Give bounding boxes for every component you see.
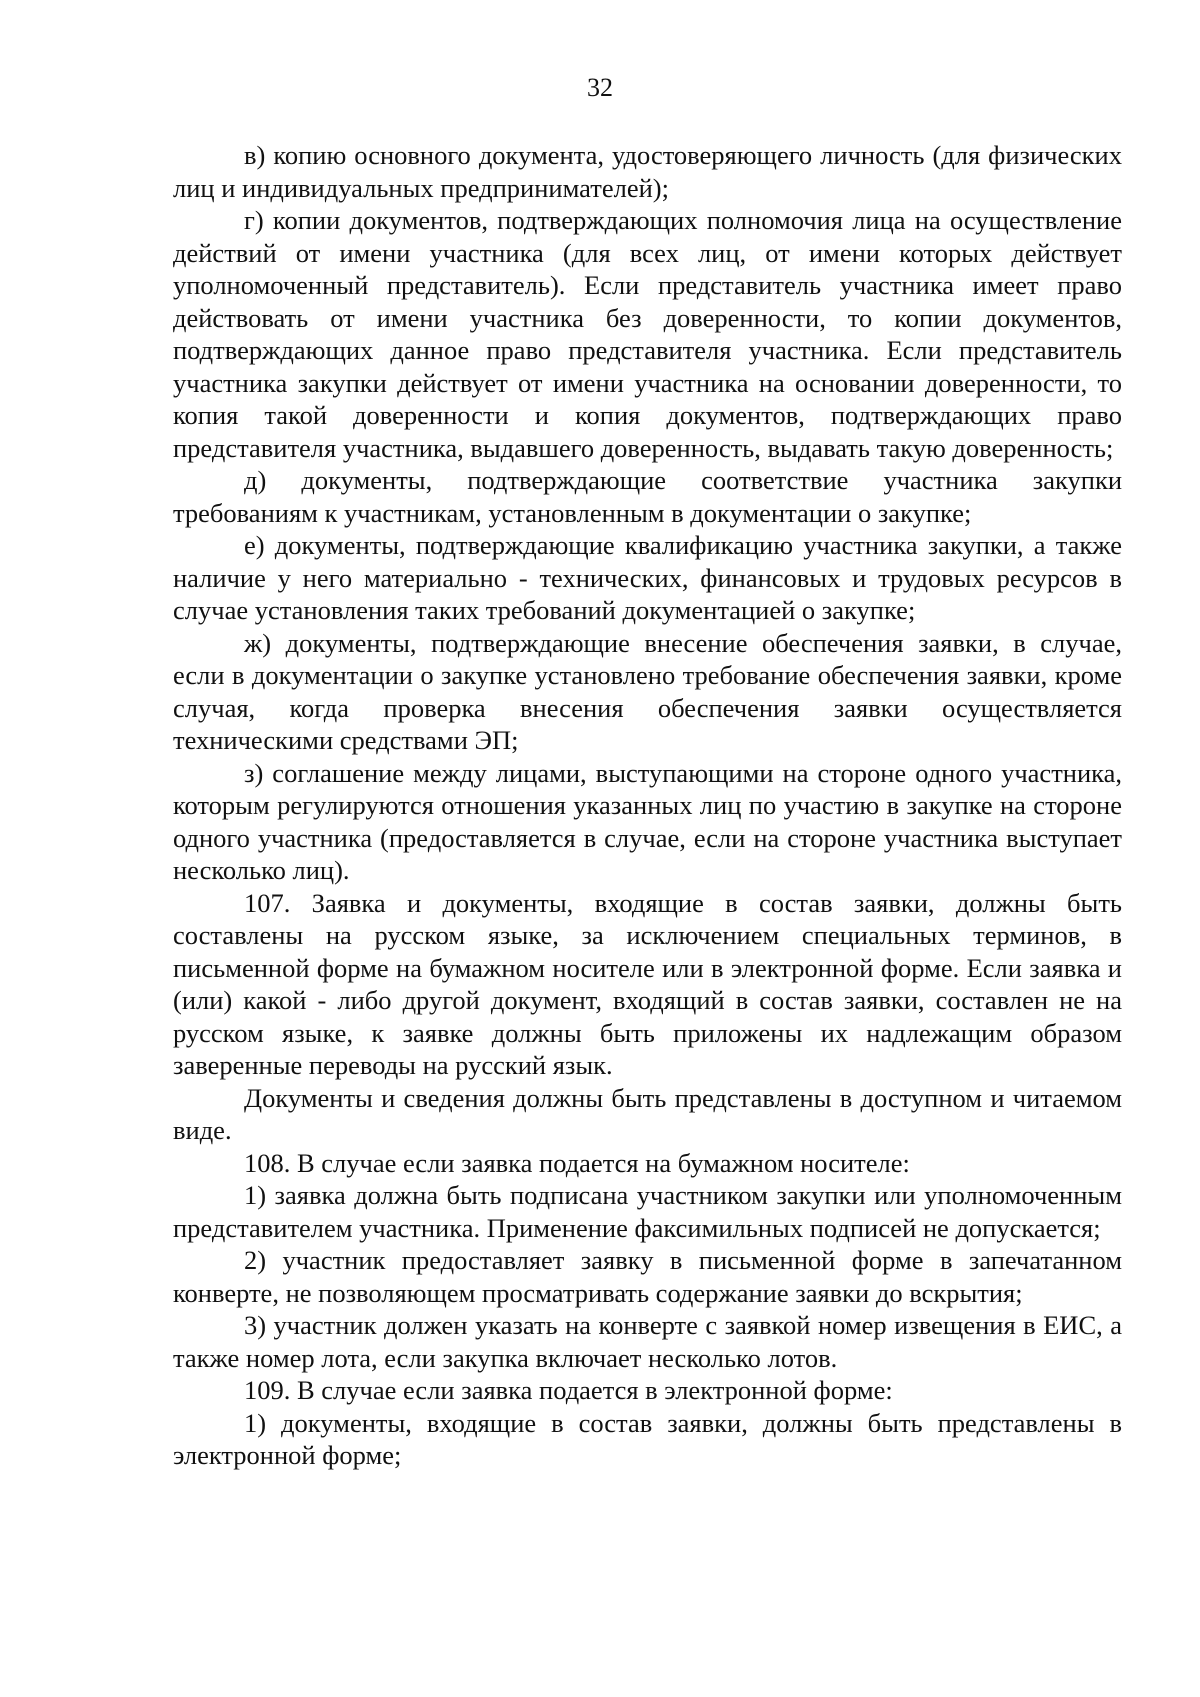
paragraph-section-109: 109. В случае если заявка подается в электронной форме: (244, 1375, 893, 1405)
paragraph-section-108: 108. В случае если заявка подается на бумажном носителе: (244, 1147, 910, 1178)
paragraph-item-g: г) копии документов, подтверждающих полномочия лица на осуществление действий от имени участника (для всех лиц, от имени которых действует уполномоченный представитель). Если представитель участника имеет право действовать от имени участника без доверенности, то копии документов, подтверждающих данное право представителя участника. Если представитель участника закупки действует от имени участника на основании доверенности, то копия такой доверенности и копия документов, подтверждающих право представителя участника, выдавшего доверенность, выдавать такую доверенность; (173, 205, 1122, 463)
document-body (173, 139, 1122, 1472)
paragraph-109-item-1: 1) документы, входящие в состав заявки, должны быть представлены в электронной форме; (173, 1407, 1122, 1470)
page-number: 32 (587, 73, 613, 102)
paragraph-item-z: з) соглашение между лицами, выступающими на стороне одного участника, которым регулируются отношения указанных лиц по участию в закупке на стороне одного участника (предоставляется в случае, если на стороне участника выступает несколько лиц). (173, 757, 1122, 885)
paragraph-108-item-3: 3) участник должен указать на конверте с заявкой номер извещения в ЕИС, а также номер лота, если закупка включает несколько лотов. (173, 1310, 1122, 1373)
paragraph-item-d: д) документы, подтверждающие соответствие участника закупки требованиям к участникам, установленным в документации о закупке; (173, 465, 1122, 528)
paragraph-section-107: 107. Заявка и документы, входящие в состав заявки, должны быть составлены на русском языке, за исключением специальных терминов, в письменной форме на бумажном носителе или в электронной форме. Если заявка и (или) какой - либо другой документ, входящий в состав заявки, составлен не на русском языке, к заявке должны быть приложены их надлежащим образом заверенные переводы на русский язык. (173, 887, 1122, 1080)
paragraph-108-item-2: 2) участник предоставляет заявку в письменной форме в запечатанном конверте, не позволяющем просматривать содержание заявки до вскрытия; (173, 1245, 1122, 1308)
paragraph-documents-readable: Документы и сведения должны быть представлены в доступном и читаемом виде. (173, 1082, 1122, 1145)
paragraph-item-v: в) копию основного документа, удостоверяющего личность (для физических лиц и индивидуальных предпринимателей); (173, 140, 1122, 203)
paragraph-item-zh: ж) документы, подтверждающие внесение обеспечения заявки, в случае, если в документации о закупке установлено требование обеспечения заявки, кроме случая, когда проверка внесения обеспечения заявки осуществляется техническими средствами ЭП; (173, 627, 1122, 755)
paragraph-item-e: е) документы, подтверждающие квалификацию участника закупки, а также наличие у него материально - технических, финансовых и трудовых ресурсов в случае установления таких требований документацией о закупке; (173, 530, 1122, 625)
paragraph-108-item-1: 1) заявка должна быть подписана участником закупки или уполномоченным представителем участника. Применение факсимильных подписей не допускается; (173, 1180, 1122, 1243)
